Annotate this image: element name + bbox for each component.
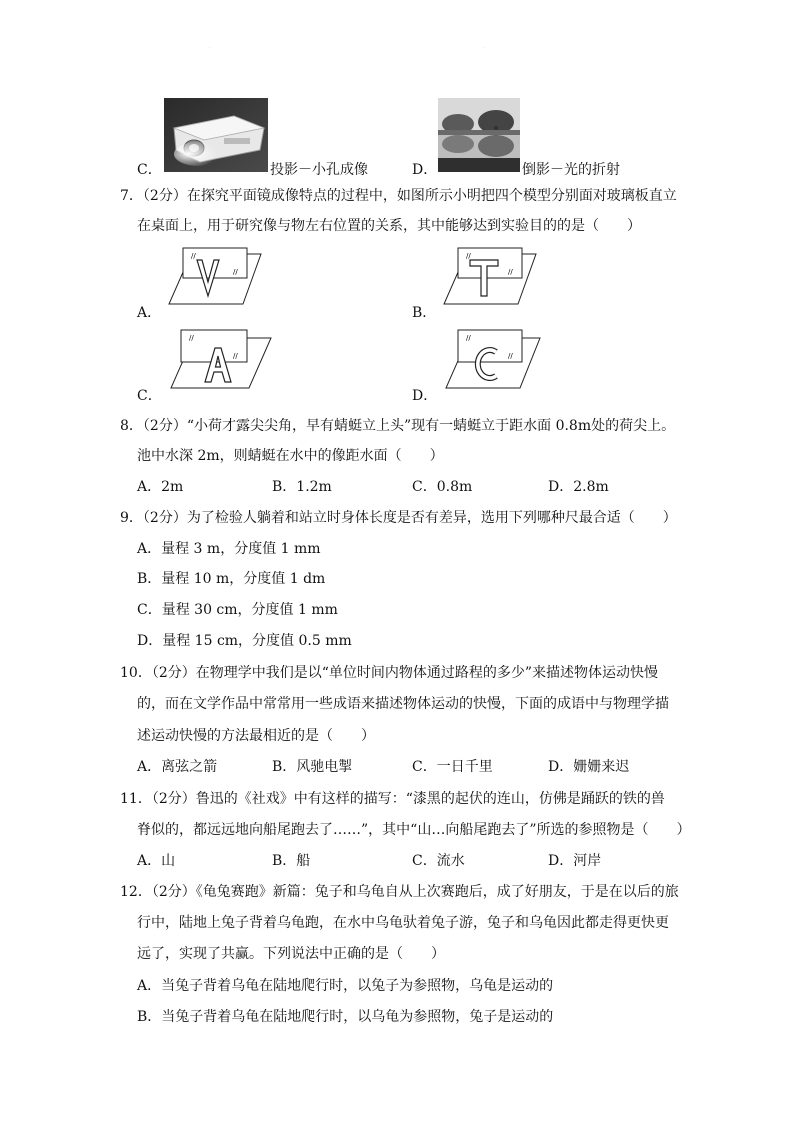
q8-option-d: D．2.8m (548, 479, 609, 495)
q7-stem-line1: 7．（2分）在探究平面镜成像特点的过程中，如图所示小明把四个模型分别面对玻璃板直立 (120, 188, 677, 204)
q8-option-b: B．1.2m (272, 479, 332, 495)
q9-option-d: D．量程 15 cm，分度值 0.5 mm (137, 633, 352, 649)
q12-option-a: A．当兔子背着乌龟在陆地爬行时，以兔子为参照物，乌龟是运动的 (137, 978, 554, 994)
svg-text://: // (233, 268, 238, 276)
q6-option-d-label: D． (412, 162, 438, 178)
q6-option-d-caption: 倒影－光的折射 (522, 162, 620, 178)
q7-letter-c-text: C (484, 130, 485, 131)
q6-option-c-caption: 投影－小孔成像 (270, 162, 368, 178)
q8-stem-line2: 池中水深 2m，则蜻蜓在水中的像距水面（ ） (137, 448, 444, 464)
q12-option-b: B．当兔子背着乌龟在陆地爬行时，以乌龟为参照物，兔子是运动的 (137, 1009, 554, 1025)
q10-option-d: D．姗姗来迟 (548, 759, 630, 775)
q12-stem-line1: 12．（2分）《龟兔赛跑》新篇：兔子和乌龟自从上次赛跑后，成了好朋友，于是在以后的旅 (120, 884, 679, 900)
q7-letter-t-text: T (484, 48, 485, 49)
q7-option-d-label: D． (412, 388, 438, 404)
q7-mirror-model-t (438, 48, 542, 310)
q11-stem-line2: 脊似的，都远远地向船尾跑去了……”，其中“山…向船尾跑去了”所选的参照物是（ ） (137, 822, 691, 838)
q9-option-c: C．量程 30 cm，分度值 1 mm (137, 602, 338, 618)
q6-option-c-label: C． (137, 162, 162, 178)
svg-text://: // (508, 352, 513, 360)
q9-option-a: A．量程 3 m，分度值 1 mm (137, 541, 321, 557)
q12-stem-line3: 远了，实现了共赢。下列说法中正确的是（ ） (137, 946, 445, 962)
q9-stem-line1: 9．（2分）为了检验人躺着和站立时身体长度是否有差异，选用下列哪种尺最合适（ ） (120, 510, 677, 526)
q7-option-b-label: B． (412, 305, 437, 321)
svg-text://: // (233, 352, 238, 360)
q7-mirror-model-c (438, 130, 544, 392)
svg-text://: // (466, 334, 471, 342)
q10-stem-line2: 的，而在文学作品中常常用一些成语来描述物体运动的快慢，下面的成语中与物理学描 (137, 696, 669, 712)
q7-stem-line2: 在桌面上，用于研究像与物左右位置的关系，其中能够达到实验目的的是（ ） (137, 218, 641, 234)
q8-stem-line1: 8．（2分）“小荷才露尖尖角，早有蜻蜓立上头”现有一蜻蜓立于距水面 0.8m处的荷尖上。 (120, 418, 676, 434)
q10-option-c: C．一日千里 (412, 759, 493, 775)
q8-option-a: A．2m (137, 479, 184, 495)
q7-option-a-label: A． (137, 305, 162, 321)
svg-text://: // (466, 252, 471, 260)
q12-stem-line2: 行中，陆地上兔子背着乌龟跑，在水中乌龟驮着兔子游，兔子和乌龟因此都走得更快更 (137, 915, 669, 931)
svg-text://: // (191, 252, 196, 260)
q11-option-d: D．河岸 (548, 853, 602, 869)
q10-stem-line1: 10．（2分）在物理学中我们是以“单位时间内物体通过路程的多少”来描述物体运动快慢 (120, 665, 659, 681)
q7-letter-v-text: V (209, 48, 210, 49)
reflection-photo (438, 98, 520, 172)
svg-text://: // (189, 334, 194, 342)
q11-option-a: A．山 (137, 853, 176, 869)
q8-option-c: C．0.8m (412, 479, 473, 495)
q9-option-b: B．量程 10 m，分度值 1 dm (137, 571, 326, 587)
q7-option-c-label: C． (137, 388, 162, 404)
q11-stem-line1: 11．（2分）鲁迅的《社戏》中有这样的描写：“漆黑的起伏的连山，仿佛是踊跃的铁的兽 (120, 791, 665, 807)
q11-option-c: C．流水 (412, 853, 465, 869)
q7-mirror-model-v (163, 48, 267, 310)
q10-stem-line3: 述运动快慢的方法最相近的是（ ） (137, 728, 375, 744)
q10-option-b: B．风驰电掣 (272, 759, 353, 775)
q10-option-a: A．离弦之箭 (137, 759, 218, 775)
q7-mirror-model-a (163, 130, 275, 392)
q11-option-b: B．船 (272, 853, 311, 869)
q7-letter-a-text: A (209, 130, 210, 131)
projector-photo (164, 98, 268, 172)
svg-text://: // (508, 268, 513, 276)
